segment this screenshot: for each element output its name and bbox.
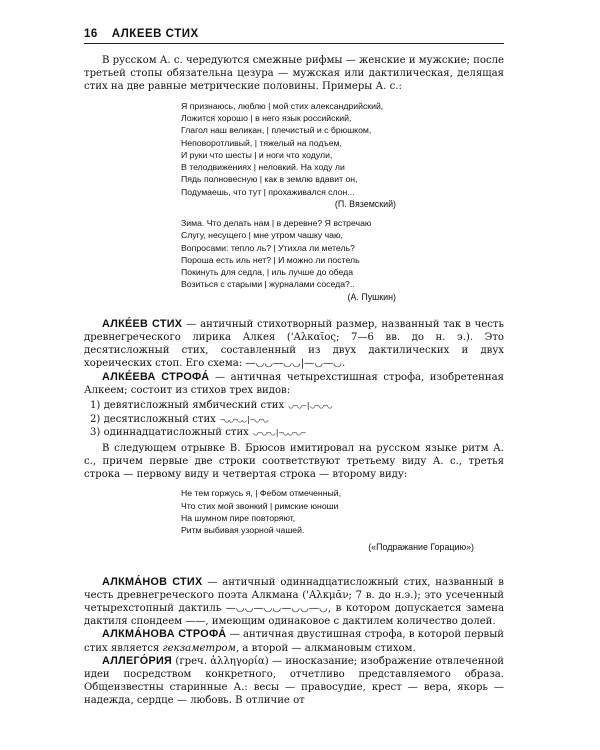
entry-heading: АЛЛЕГО́РИЯ <box>102 654 173 667</box>
entry-text: , а второй — алкмановым стихом. <box>235 642 416 654</box>
page-number: 16 <box>84 28 98 40</box>
entry-alkmanova-strofa <box>84 628 504 654</box>
verse-pushkin <box>181 217 504 291</box>
verse-line: Слугу, несущего | мне утром чашку чаю, <box>181 230 343 241</box>
entry-text: — античный стихотворный размер, названный так в честь древнегреческого лирика Алкея ('Αλκαῖος; 7—6 вв. до н. э.). Это десятисложный стих, составленный из двух дактилических и двух хореических стоп. Его схема: —◡◡—◡◡|—◡—◡. <box>84 318 504 370</box>
list-item-label: 3) одиннадцатисложный стих <box>90 427 249 439</box>
entry-heading: АЛКЕ́ЕВА СТРОФА́ <box>102 370 210 383</box>
entry-heading: АЛКЕ́ЕВ СТИХ <box>102 317 183 330</box>
verse-line: Ложится хорошо | в него язык российский, <box>181 112 352 123</box>
verse-line: Я признаюсь, люблю | мой стих александрийский, <box>181 100 384 111</box>
list-item <box>84 399 504 413</box>
entry-heading: АЛКМА́НОВ СТИХ <box>102 575 203 588</box>
list-item <box>84 426 504 440</box>
entry-heading: АЛКМА́НОВА СТРОФА́ <box>102 628 227 641</box>
verse-line: И руки что шесты | и ноги что ходули, <box>181 149 333 160</box>
verse-line: Вопросами: тепло ль? | Утихла ли метель? <box>181 242 355 253</box>
attribution-vyazemsky: (П. Вяземский) <box>334 198 396 209</box>
verse-line: Пороша есть иль нет? | И можно ли постель <box>181 254 360 265</box>
bryusov-paragraph: В следующем отрывке В. Брюсов имитировал на русском языке ритм А. с., причем первые две строки соответствуют третьему виду А. с., третья строка — первому виду и четвертая строка — второму виду: <box>84 442 504 481</box>
verse-line: Подумаешь, что тут | прохаживался слон... <box>181 186 355 197</box>
entry-alkeeva-strofa <box>84 371 504 397</box>
verse-line: Ритм выбивая узорной чашей. <box>181 525 305 536</box>
verse-line: Что стих мой звонкий | римские юноши <box>181 500 339 511</box>
intro-paragraph: В русском А. с. чередуются смежные рифмы — женские и мужские; после третьей стопы обязательна цезура — мужская или дактилическая, делящая стих на две равные метрические половины. Примеры А. с.: <box>84 55 504 93</box>
verse-line: Пядь полновесную | как в землю вдавит он, <box>181 174 358 185</box>
verse-line: Не тем горжусь я, | Фебом отмеченный, <box>181 488 342 499</box>
verse-line: В телодвижениях | неловкий. На ходу ли <box>181 162 345 173</box>
entry-text: (греч. ἀλληγορία) — иносказание; изображение отвлеченной идеи посредством конкретного, отчетливо представляемого образа. Общеизвестны старинные А.: весы — правосудие, крест — вера, якорь — надежда, сердце — любовь. В отличие от <box>84 655 504 707</box>
verse-line: Глагол наш великан, | плечистый и с брюшком, <box>181 125 372 136</box>
page-header <box>84 28 504 44</box>
running-title: АЛКЕЕВ СТИХ <box>111 28 199 40</box>
verse-vyazemsky <box>181 100 504 198</box>
entry-alkmanov-stikh <box>84 576 504 629</box>
attribution-bryusov: («Подражание Горацию») <box>368 541 474 552</box>
verse-line: Возиться с старыми | журналами соседа?.. <box>181 279 355 290</box>
entry-allegoriya <box>84 655 504 708</box>
meter-scheme: ◡—◡—◡|—◡◡—◡— <box>248 428 306 438</box>
meter-scheme: —◡◡—◡◡|—◡—◡ <box>215 414 268 424</box>
verse-line: Покинуть для седла, | иль лучше до обеда <box>181 267 354 278</box>
document-page <box>84 28 504 708</box>
verse-kinds-list <box>84 399 504 440</box>
verse-line: Зима. Что делать нам | в деревне? Я встречаю <box>181 217 372 228</box>
entry-text: — античный одиннадцатисложный стих, названный в честь древнегреческого поэта Алкмана ('Αλκμᾶν; 7 в. до н.э.); это усеченный четырехстопный дактиль —◡◡—◡◡—◡◡—◡, в котором допускается замена дактиля спондеем ——, имеющим одинаковое с дактилем количество долей. <box>84 576 504 628</box>
entry-text: — античная двустишная строфа, в которой первый стих является <box>84 629 504 654</box>
list-item-label: 2) десятисложный стих <box>90 413 216 425</box>
list-item <box>84 413 504 427</box>
verse-line: На шумном пире повторяют, <box>181 512 296 523</box>
verse-bryusov <box>181 487 504 536</box>
meter-scheme: ◡—◡—|◡—◡—◡ <box>284 400 332 410</box>
list-item-label: 1) девятисложный ямбический стих <box>90 399 285 411</box>
page-body <box>84 54 504 708</box>
entry-text: — античная четырехстишная строфа, изобретенная Алкеем; состоит из стихов трех видов: <box>84 371 504 396</box>
entry-alkeev-stikh <box>84 318 504 371</box>
attribution-pushkin: (А. Пушкин) <box>347 291 396 302</box>
entry-term-link: гекзаметром <box>162 642 236 654</box>
verse-line: Неповоротливый, | тяжелый на подъем, <box>181 137 342 148</box>
